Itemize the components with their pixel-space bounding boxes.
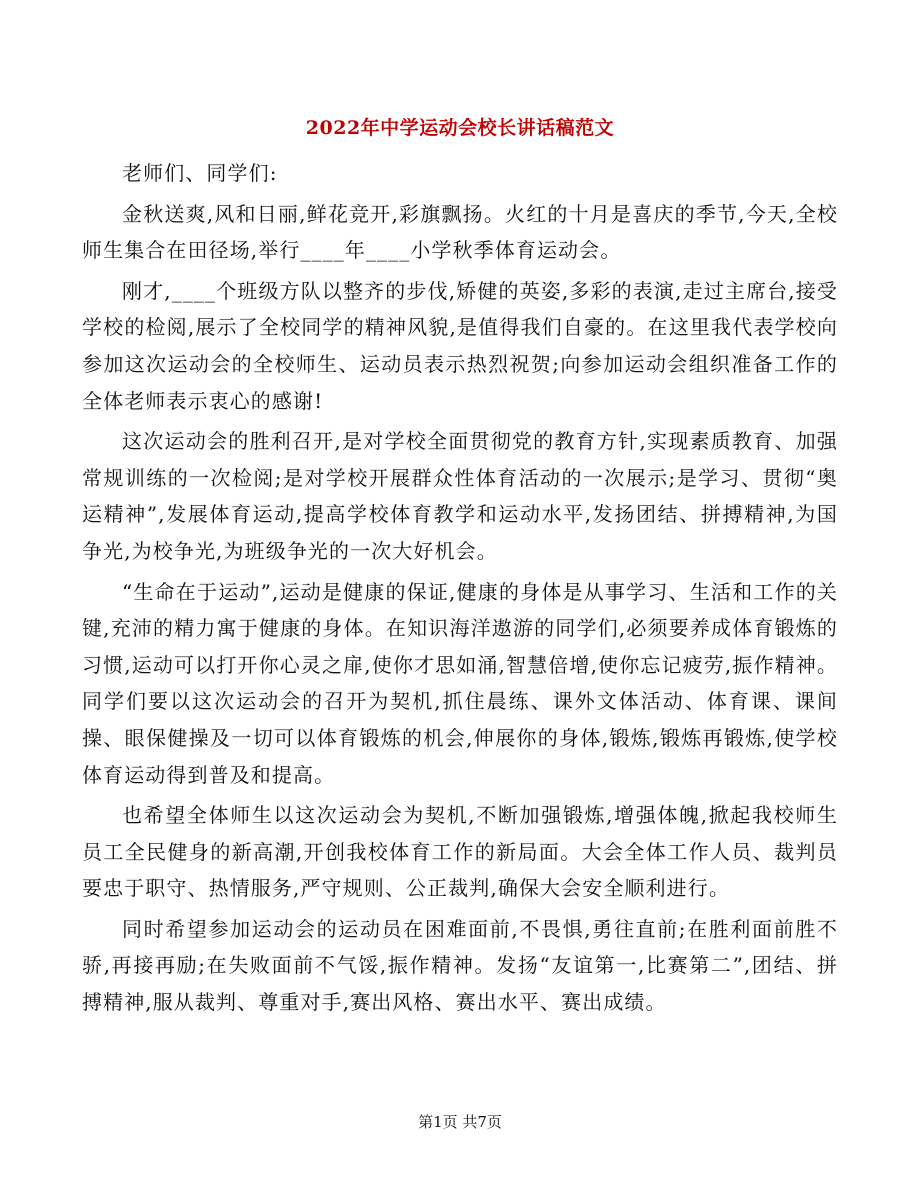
paragraph-greeting: 老师们、同学们:	[122, 161, 278, 185]
page-number-footer: 第1页 共7页	[418, 1113, 502, 1131]
document-body	[82, 155, 838, 1021]
paragraph: 刚才,____个班级方队以整齐的步伐,矫健的英姿,多彩的表演,走过主席台,接受学校的检阅,展示了全校同学的精神风貌,是值得我们自豪的。在这里我代表学校向参加这次运动会的全校师生、运动员表示热烈祝贺;向参加运动会组织准备工作的全体老师表示衷心的感谢!	[82, 278, 838, 413]
paragraph: 这次运动会的胜利召开,是对学校全面贯彻党的教育方针,实现素质教育、加强常规训练的一次检阅;是对学校开展群众性体育活动的一次展示;是学习、贯彻“奥运精神”,发展体育运动,提高学校体育教学和运动水平,发扬团结、拼搏精神,为国争光,为校争光,为班级争光的一次大好机会。	[82, 429, 838, 563]
paragraph: 同时希望参加运动会的运动员在困难面前,不畏惧,勇往直前;在胜利面前胜不骄,再接再励;在失败面前不气馁,振作精神。发扬“友谊第一,比赛第二”,团结、拼搏精神,服从裁判、尊重对手,赛出风格、赛出水平、赛出成绩。	[82, 916, 838, 1015]
document-title: 2022年中学运动会校长讲话稿范文	[305, 117, 615, 139]
paragraph: “生命在于运动”,运动是健康的保证,健康的身体是从事学习、生活和工作的关键,充沛的精力寓于健康的身体。在知识海洋遨游的同学们,必须要养成体育锻炼的习惯,运动可以打开你心灵之扉,使你才思如涌,智慧倍增,使你忘记疲劳,振作精神。同学们要以这次运动会的召开为契机,抓住晨练、课外文体活动、体育课、课间操、眼保健操及一切可以体育锻炼的机会,伸展你的身体,锻炼,锻炼再锻炼,使学校体育运动得到普及和提高。	[82, 579, 838, 787]
paragraph: 金秋送爽,风和日丽,鲜花竞开,彩旗飘扬。火红的十月是喜庆的季节,今天,全校师生集合在田径场,举行____年____小学秋季体育运动会。	[82, 201, 838, 263]
paragraph: 也希望全体师生以这次运动会为契机,不断加强锻炼,增强体魄,掀起我校师生员工全民健身的新高潮,开创我校体育工作的新局面。大会全体工作人员、裁判员要忠于职守、热情服务,严守规则、公正裁判,确保大会安全顺利进行。	[82, 803, 838, 901]
